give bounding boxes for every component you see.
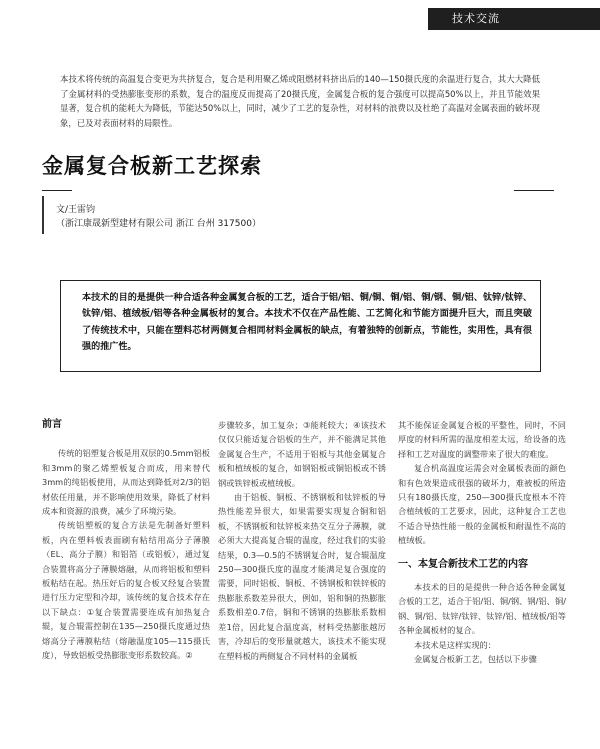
paragraph: 本技术的目的是提供一种合适各种金属复合板的工艺，适合于铝/铝、铜/钢、钢/铝、铜/钢、铜/铝、钛锌/钛锌、钛锌/铝、植绒板/铝等各种金属板材的复合。 [398, 582, 566, 636]
paragraph: 传统铝塑板的复合方法是先制备好塑料板，内在塑料板表面刷有粘结用高分子薄膜（EL、高分子膜）和铝箔（或铝板），通过复合装置将高分子薄膜熔融，从而将铝板和塑料板粘结在起。热压好后的复合板又经复合装置进行压力定型和冷却，该传统的复合技术存在以下缺点：①复合装置需要连成有加热复合辊，复合辊需控制在135—250摄氏度通过热熔高分子薄膜粘结（熔融温度105—115摄氏度），导致铝板受热膨胀变形系数较高。② [42, 520, 210, 661]
body-column-1 [42, 418, 210, 663]
paragraph: 传统的铝塑复合板是用双层的0.5mm铝板和3mm的聚乙烯塑板复合而成，用来替代3mm的纯铝板使用，从而达到降低对2/3的铝材依任用量，并不影响使用效果，降低了材料成本和资源的浪费，减少了环境污染。 [42, 448, 210, 517]
title-rule-left [42, 190, 72, 191]
title-rule-right [514, 190, 554, 191]
paragraph: 其不能保证金属复合板的平整性，同时，不同厚度的材料所需的温度相差太远，给设备的选择和工艺对温度的调整带来了很大的难度。 [398, 420, 566, 459]
paragraph: 复合机高温度运需会对金属板表面的颜色和有色效果造成很强的破坏力，难被板的所造只有180摄氏度，250—300摄氏度根本不符合植绒板的工艺要求，因此，这种复合工艺也不适合导热性能一般的金属板和耐温性不高的植绒板。 [398, 463, 566, 546]
paragraph: 步骤较多，加工复杂；③能耗较大；④该技术仅仅只能适复合铝板的生产，并不能满足其他金属复合生产，不适用于铝板与其他金属复合板和植绒板的复合，如钢铝板或铜铝板或不锈钢或铁锌板或植绒板。 [218, 420, 386, 488]
body-column-3 [398, 418, 566, 667]
body-column-2 [218, 418, 386, 663]
paragraph: 由于铝板、铜板、不锈钢板和钛锌板的导热性能差异很大，如果需要实现复合铜和铝板，不锈钢板和钛锌板来热交互分子薄膜，就必须大大提高复合辊的温度，经过我们的实验结果，0.3—0.5的不锈钢复合时，复合辊温度250—300摄氏度的温度才能满足复合强度的需要，同时铝板、铜板、不锈钢板和铁锌板的热膨胀系数差异很大，例如，铝和铜的热膨胀系数相差0.7倍，铜和不锈钢的热膨胀系数相差1倍，因此复合温度高，材料受热膨胀越厉害，冷却后的变形量就越大，该技术不能实现在塑料板的两侧复合不同材料的金属板 [218, 492, 386, 661]
intro-paragraph: 本技术将传统的高温复合变更为共挤复合，复合是利用聚乙烯或阻燃材料挤出后的140—150摄氏度的余温进行复合，其大大降低了金属材料的受热膨胀变形的系数，复合的温度反而提高了20摄氏度，金属复合板的复合强度可以提高50%以上，并且节能效果显著，复合机的能耗大为降低，节能达50%以上，同时，减少了工艺的复杂性，对材料的浪费以及杜绝了高温对金属表面的破坏现象，已及对表面材料的局限性。 [60, 74, 540, 128]
abstract-text: 本技术的目的是提供一种合适各种金属复合板的工艺，适合于铝/铝、铜/铜、铜/铝、铜/钢、铜/铝、钛锌/钛锌、钛锌/铝、植绒板/铝等各种金属板材的复合。本技术不仅在产品性能、工艺简化和节能方面提升巨大，而且突破了传统技术中，只能在塑料芯材两侧复合相同材料金属板的缺点，有着独特的创新点，节能性，实用性，具有很强的推广性。 [82, 293, 532, 353]
affiliation: （浙江康晟新型建材有限公司 浙江 台州 317500） [56, 219, 261, 229]
section-heading-new-process: 一、本复合新技术工艺的内容 [398, 558, 528, 570]
author: 文/王雷钧 [56, 205, 96, 215]
article-title: 金属复合板新工艺探索 [42, 154, 262, 178]
paragraph: 本技术是这样实现的： [414, 639, 496, 650]
section-header-badge: 技术交流 [428, 8, 600, 30]
byline [56, 202, 261, 229]
byline-bar [42, 196, 44, 234]
paragraph: 金属复合板新工艺，包括以下步骤 [414, 654, 537, 665]
section-heading-preface: 前言 [42, 419, 62, 430]
